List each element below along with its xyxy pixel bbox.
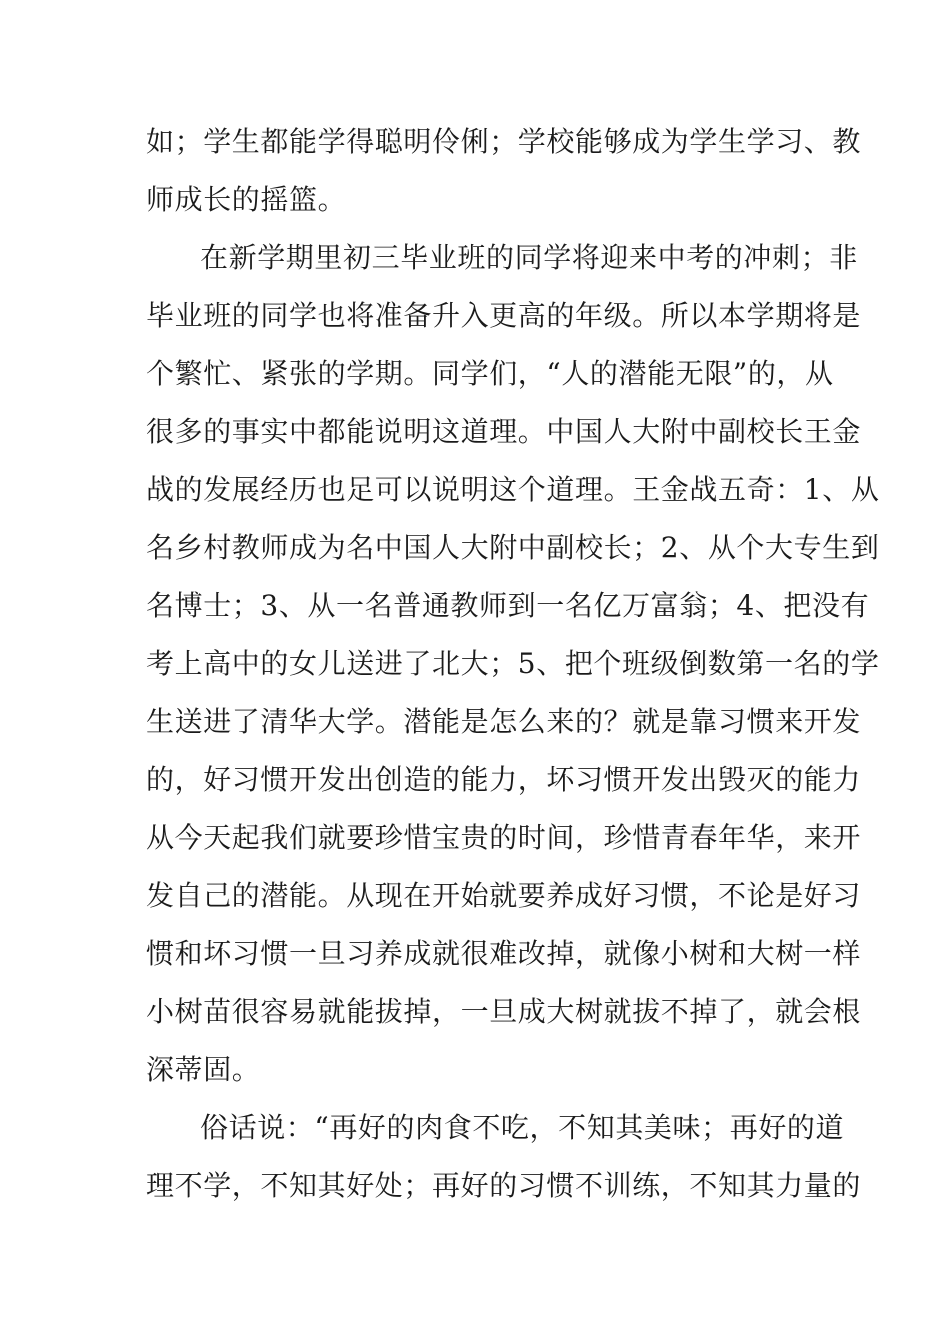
text-line: 毕业班的同学也将准备升入更高的年级。所以本学期将是 [146, 299, 862, 332]
text-line: 名博士；3、从一名普通教师到一名亿万富翁；4、把没有 [146, 589, 870, 622]
text-line: 考上高中的女儿送进了北大；5、把个班级倒数第一名的学 [146, 647, 880, 680]
text-line: 小树苗很容易就能拔掉，一旦成大树就拔不掉了，就会根 [146, 995, 862, 1028]
text-line: 深蒂固。 [146, 1053, 261, 1086]
paragraph-first-line: 在新学期里初三毕业班的同学将迎来中考的冲刺；非 [200, 241, 858, 274]
paragraph-first-line: 俗话说：“再好的肉食不吃，不知其美味；再好的道 [200, 1111, 845, 1144]
text-line: 师成长的摇篮。 [146, 183, 347, 216]
text-line: 生送进了清华大学。潜能是怎么来的？就是靠习惯来开发 [146, 705, 862, 738]
text-line: 很多的事实中都能说明这道理。中国人大附中副校长王金 [146, 415, 862, 448]
text-line: 从今天起我们就要珍惜宝贵的时间，珍惜青春年华，来开 [146, 821, 862, 854]
text-line: 理不学，不知其好处；再好的习惯不训练，不知其力量的 [146, 1169, 862, 1202]
text-line: 如；学生都能学得聪明伶俐；学校能够成为学生学习、教 [146, 125, 862, 158]
text-line: 发自己的潜能。从现在开始就要养成好习惯，不论是好习 [146, 879, 862, 912]
text-line: 个繁忙、紧张的学期。同学们，“人的潜能无限”的，从 [146, 357, 834, 390]
text-line: 惯和坏习惯一旦习养成就很难改掉，就像小树和大树一样 [146, 937, 862, 970]
text-line: 的，好习惯开发出创造的能力，坏习惯开发出毁灭的能力 [146, 763, 862, 796]
text-line: 名乡村教师成为名中国人大附中副校长；2、从个大专生到 [146, 531, 880, 564]
text-line: 战的发展经历也足可以说明这个道理。王金战五奇：1、从 [146, 473, 880, 506]
